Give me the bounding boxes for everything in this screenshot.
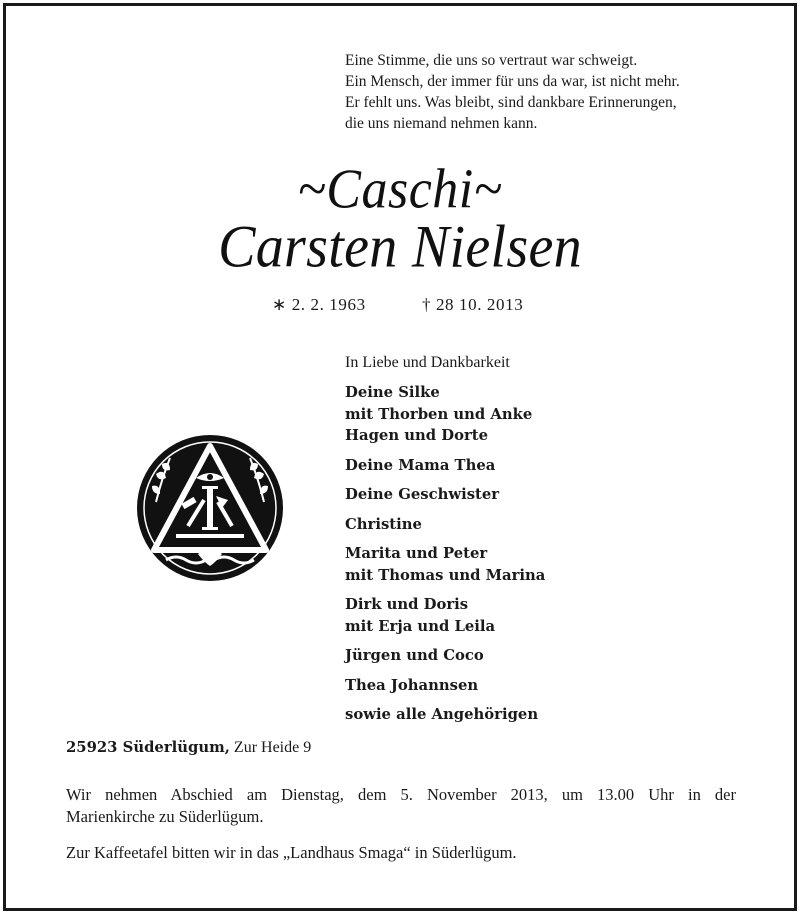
deceased-nickname: ~Caschi~: [297, 158, 503, 221]
mourner-line: Jürgen und Coco: [345, 647, 484, 664]
reception-info: Zur Kaffeetafel bitten wir in das „Landhaus Smaga“ in Süderlügum.: [66, 843, 517, 862]
mourner-group: [345, 455, 545, 477]
death-date: † 28 10. 2013: [422, 295, 524, 314]
poem: [345, 50, 765, 134]
mourner-line: Deine Silke: [345, 384, 440, 401]
ceremony-line: Marienkirche zu Süderlügum.: [66, 807, 264, 826]
deceased-name: Carsten Nielsen: [218, 213, 582, 281]
mourner-group: [345, 675, 545, 697]
mourner-line: Deine Mama Thea: [345, 456, 496, 474]
mourner-line: Dirk und Doris: [345, 596, 469, 613]
mourner-line: mit Erja und Leila: [345, 617, 496, 635]
mourners-list: [345, 382, 545, 734]
poem-line: die uns niemand nehmen kann.: [345, 115, 538, 132]
address-street: Zur Heide 9: [233, 739, 312, 756]
mourner-line: Deine Geschwister: [345, 486, 500, 503]
poem-line: Eine Stimme, die uns so vertraut war schweigt.: [345, 52, 638, 69]
mourner-line: sowie alle Angehörigen: [345, 706, 539, 723]
lodge-emblem-icon: [136, 434, 284, 582]
address-city: 25923 Süderlügum,: [66, 739, 230, 756]
mourner-group: [345, 645, 545, 667]
mourner-line: mit Thomas und Marina: [345, 566, 546, 584]
mourner-line: mit Thorben und Anke: [345, 405, 533, 423]
mourner-group: [345, 382, 545, 447]
mourner-group: [345, 594, 545, 637]
mourner-line: Christine: [345, 515, 422, 533]
mourner-line: Thea Johannsen: [345, 676, 479, 694]
ceremony-info: [66, 784, 736, 828]
poem-line: Er fehlt uns. Was bleibt, sind dankbare Erinnerungen,: [345, 94, 677, 111]
mourner-group: [345, 704, 545, 726]
mourner-group: [345, 514, 545, 536]
address: [66, 739, 311, 757]
mourner-line: Hagen und Dorte: [345, 427, 488, 444]
mourner-group: [345, 543, 545, 586]
birth-date: ∗ 2. 2. 1963: [272, 295, 366, 314]
mourner-line: Marita und Peter: [345, 545, 488, 562]
poem-line: Ein Mensch, der immer für uns da war, ist nicht mehr.: [345, 73, 680, 90]
ceremony-line: Wir nehmen Abschied am Dienstag, dem 5. November 2013, um 13.00 Uhr in der: [66, 785, 736, 804]
mourners-intro: In Liebe und Dankbarkeit: [345, 354, 510, 371]
mourner-group: [345, 484, 545, 506]
